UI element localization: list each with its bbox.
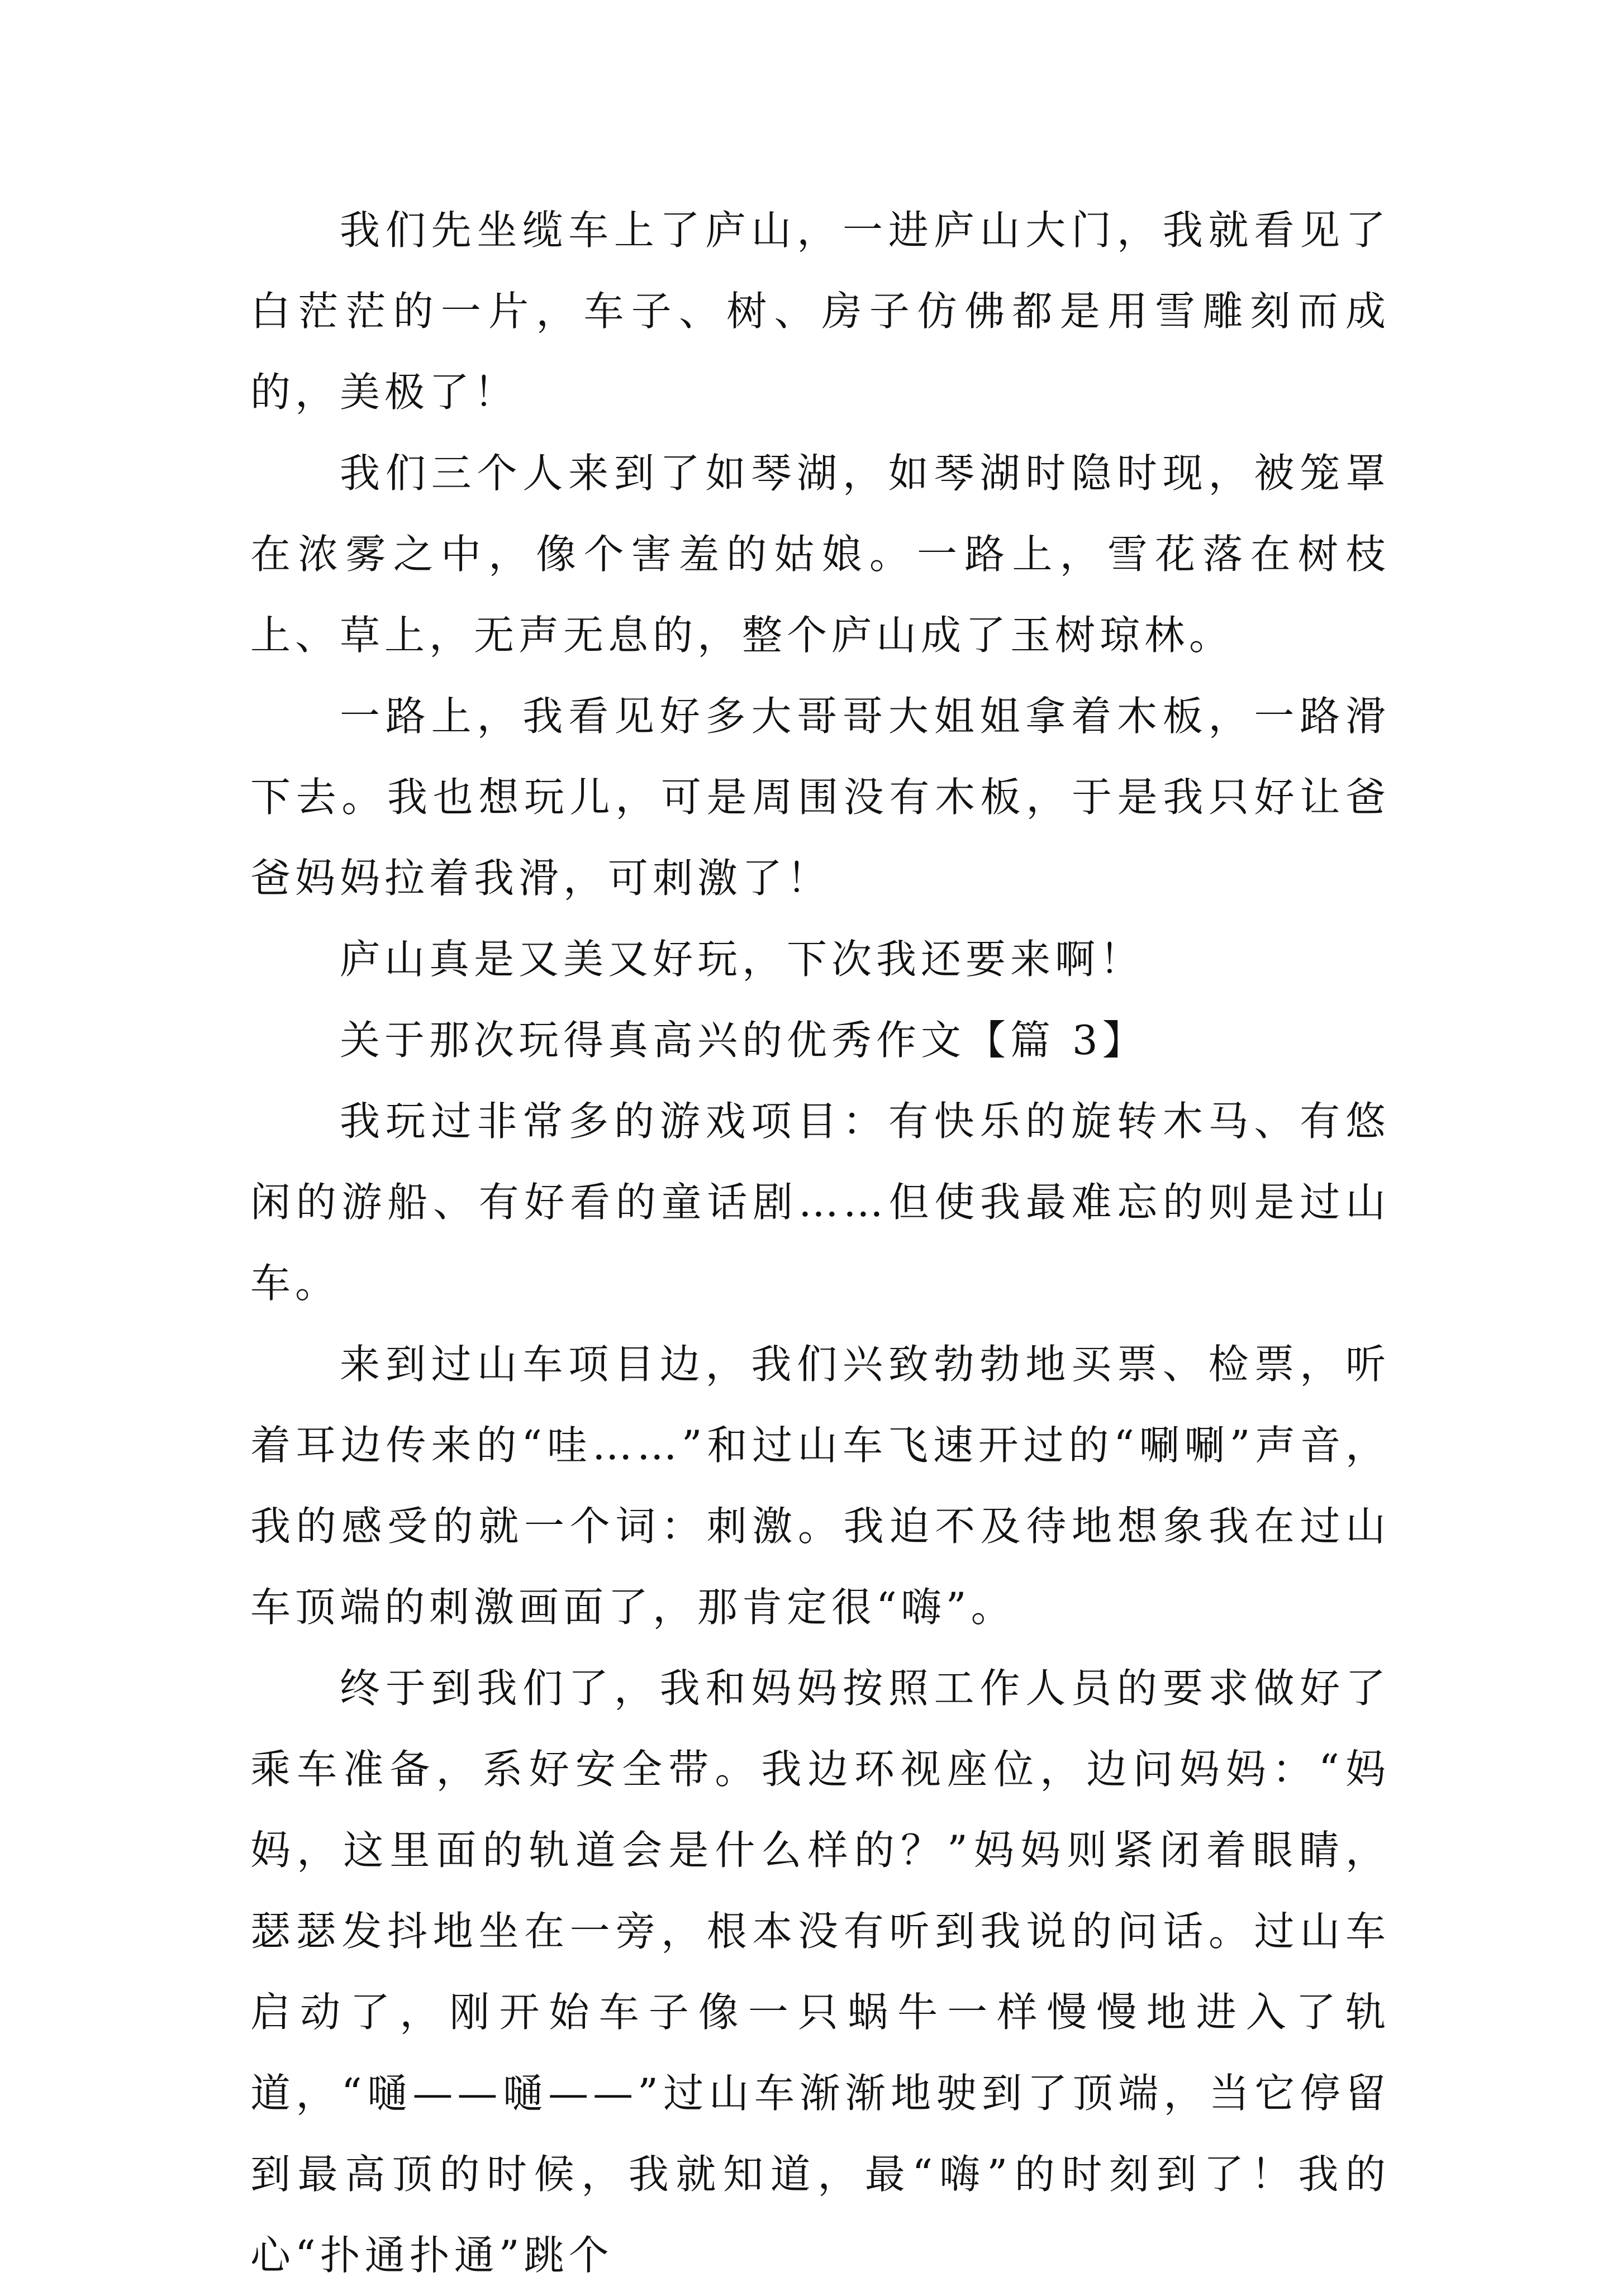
paragraph-3: 一路上，我看见好多大哥哥大姐姐拿着木板，一路滑下去。我也想玩儿，可是周围没有木板，于是我只好让爸爸妈妈拉着我滑，可刺激了！ <box>250 693 1390 902</box>
paragraph-1: 我们先坐缆车上了庐山，一进庐山大门，我就看见了白茫茫的一片，车子、树、房子仿佛都是用雪雕刻而成的，美极了！ <box>250 207 1390 416</box>
document-body <box>250 190 1390 2296</box>
section-heading: 关于那次玩得真高兴的优秀作文【篇 3】 <box>340 1017 1147 1064</box>
paragraph-6: 来到过山车项目边，我们兴致勃勃地买票、检票，听着耳边传来的“哇……”和过山车飞速开过的“唰唰”声音，我的感受的就一个词：刺激。我迫不及待地想象我在过山车顶端的刺激画面了，那肯定很“嗨”。 <box>250 1341 1390 1631</box>
paragraph-5: 我玩过非常多的游戏项目：有快乐的旋转木马、有悠闲的游船、有好看的童话剧……但使我最难忘的则是过山车。 <box>250 1098 1390 1307</box>
paragraph-2: 我们三个人来到了如琴湖，如琴湖时隐时现，被笼罩在浓雾之中，像个害羞的姑娘。一路上，雪花落在树枝上、草上，无声无息的，整个庐山成了玉树琼林。 <box>250 450 1390 659</box>
paragraph-4: 庐山真是又美又好玩，下次我还要来啊！ <box>340 936 1145 983</box>
paragraph-7: 终于到我们了，我和妈妈按照工作人员的要求做好了乘车准备，系好安全带。我边环视座位，边问妈妈：“妈妈，这里面的轨道会是什么样的？”妈妈则紧闭着眼睛，瑟瑟发抖地坐在一旁，根本没有听到我说的问话。过山车启动了，刚开始车子像一只蜗牛一样慢慢地进入了轨道，“嗵——嗵——”过山车渐渐地驶到了顶端，当它停留到最高顶的时候，我就知道，最“嗨”的时刻到了！我的心“扑通扑通”跳个 <box>250 1665 1390 2279</box>
